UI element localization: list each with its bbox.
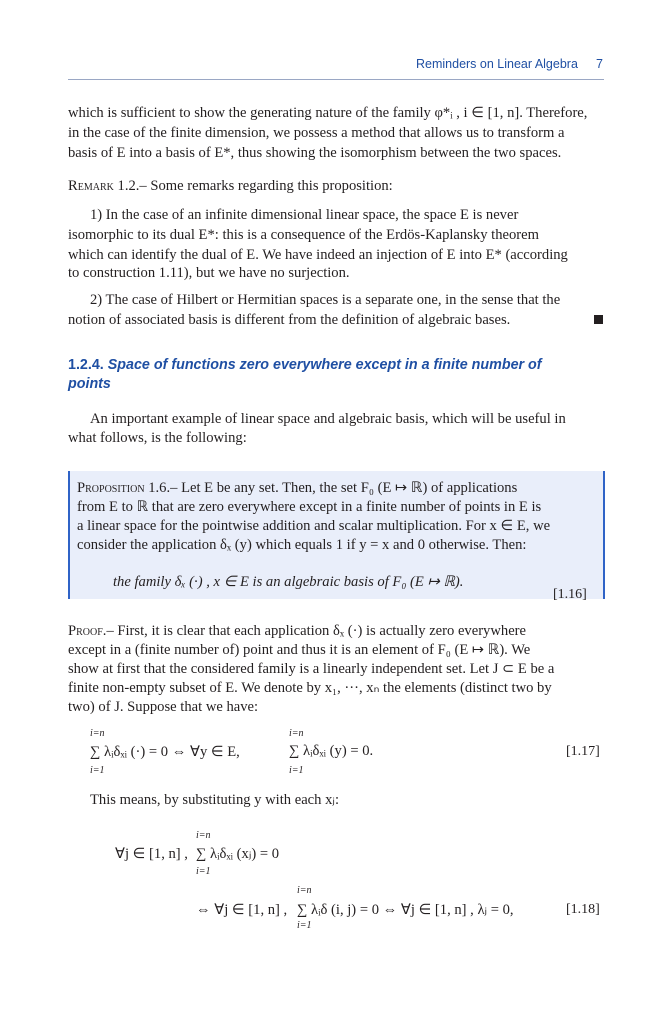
eq-1-18a-upper-limit: i=n: [196, 830, 211, 841]
para1-line-3: basis of E into a basis of E*, thus showing the isomorphism between the two spaces.: [68, 145, 562, 161]
section-title-line-2: points: [68, 376, 111, 392]
page-number: 7: [596, 57, 603, 71]
proof-line-3: show at first that the considered family is a linearly independent set. Let J ⊂ E be a: [68, 661, 555, 677]
eq-1-16-number: [1.16]: [553, 587, 587, 602]
eq-1-17-lower-limit-2: i=1: [289, 765, 304, 776]
header-rule: [68, 79, 604, 80]
substituting-line: This means, by substituting y with each xⱼ:: [90, 792, 339, 808]
eq-1-17-lower-limit-1: i=1: [90, 765, 105, 776]
proposition-line-3: a linear space for the pointwise addition and scalar multiplication. For x ∈ E, we: [77, 518, 551, 534]
proof-line-5: two) of J. Suppose that we have:: [68, 699, 259, 715]
proof-label: Proof: [68, 623, 103, 639]
proof-line-2: except in a (finite number of) point and thus it is an element of F₀ (E ↦ ℝ). We: [68, 642, 531, 658]
proposition-line-2: from E to ℝ that are zero everywhere except in a finite number of points in E is: [77, 499, 542, 515]
eq-1-17-upper-limit-1: i=n: [90, 728, 105, 739]
eq-1-18-number: [1.18]: [566, 902, 600, 917]
remark-point1-line-2: isomorphic to its dual E*: this is a consequence of the Erdös-Kaplansky theorem: [68, 227, 539, 243]
eq-1-18b-sum: ∑ λᵢδ (i, j) = 0 ⇔ ∀j ∈ [1, n] , λⱼ = 0,: [297, 902, 514, 918]
proposition-line-1: Proposition 1.6.– Let E be any set. Then, the set F₀ (E ↦ ℝ) of applications: [77, 480, 518, 496]
proposition-label: Proposition: [77, 480, 145, 496]
remark-point2-line-2: notion of associated basis is different from the definition of algebraic bases.: [68, 312, 511, 328]
eq-1-18b-lower-limit: i=1: [297, 920, 312, 931]
eq-1-18b-lhs: ⇔ ∀j ∈ [1, n] ,: [196, 902, 288, 918]
eq-1-18a-lower-limit: i=1: [196, 866, 211, 877]
proposition-line-4: consider the application δₓ (y) which equals 1 if y = x and 0 otherwise. Then:: [77, 537, 527, 553]
proof-line-1: Proof.– First, it is clear that each application δₓ (·) is actually zero everywhere: [68, 623, 527, 639]
proposition-statement: the family δₓ (·) , x ∈ E is an algebraic basis of F₀ (E ↦ ℝ).: [113, 574, 464, 590]
intro-line-2: what follows, is the following:: [68, 430, 247, 446]
eq-1-18a-sum: ∑ λᵢδₓᵢ (xⱼ) = 0: [196, 846, 280, 862]
section-title-line-1: 1.2.4. Space of functions zero everywhere except in a finite number of: [68, 357, 542, 373]
para1-line-1: which is sufficient to show the generating nature of the family φ*ᵢ , i ∈ [1, n]. Therefore,: [68, 105, 588, 121]
eq-1-17-left: ∑ λᵢδₓᵢ (·) = 0 ⇔ ∀y ∈ E,: [90, 744, 240, 760]
eq-1-18a-lhs: ∀j ∈ [1, n] ,: [115, 846, 188, 862]
end-of-remark-square: [594, 315, 603, 324]
intro-line-1: An important example of linear space and algebraic basis, which will be useful in: [90, 411, 566, 427]
remark-point2-line-1: 2) The case of Hilbert or Hermitian spaces is a separate one, in the sense that the: [90, 292, 561, 308]
remark-point1-line-4: to construction 1.11), but we have no surjection.: [68, 265, 350, 281]
eq-1-17-number: [1.17]: [566, 744, 600, 759]
eq-1-17-upper-limit-2: i=n: [289, 728, 304, 739]
running-title: Reminders on Linear Algebra: [416, 57, 578, 71]
section-number: 1.2.4.: [68, 357, 104, 373]
remark-point1-line-1: 1) In the case of an infinite dimensional linear space, the space E is never: [90, 207, 519, 223]
remark-point1-line-3: which can identify the dual of E. We have indeed an injection of E into E* (according: [68, 247, 568, 263]
remark-heading: Remark 1.2.– Some remarks regarding this proposition:: [68, 178, 393, 194]
eq-1-17-right: ∑ λᵢδₓᵢ (y) = 0.: [289, 743, 374, 759]
eq-1-18b-upper-limit: i=n: [297, 885, 312, 896]
remark-label: Remark: [68, 178, 114, 194]
proof-line-4: finite non-empty subset of E. We denote by x₁, ···, xₙ the elements (distinct two by: [68, 680, 552, 696]
para1-line-2: in the case of the finite dimension, we possess a method that allows us to transform a: [68, 125, 565, 141]
